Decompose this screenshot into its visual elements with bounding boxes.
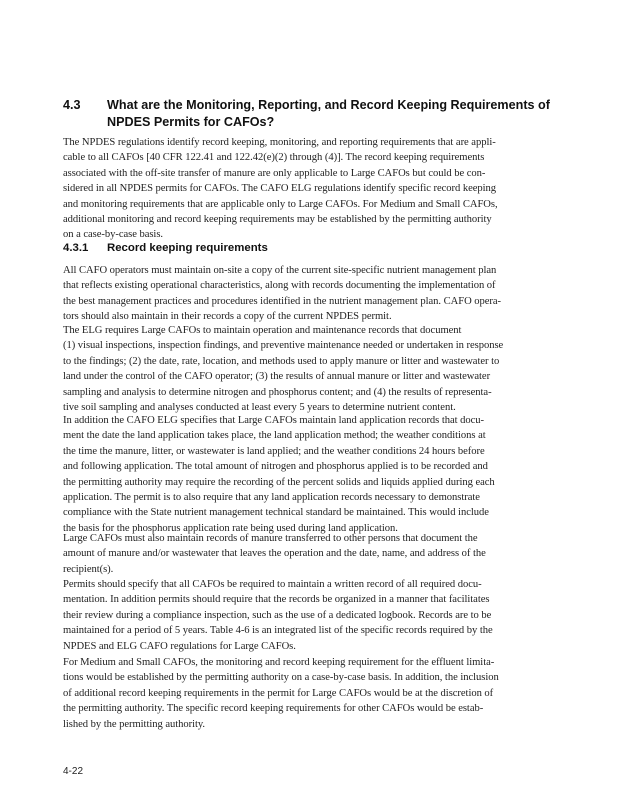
subsection-number: 4.3.1 bbox=[63, 242, 89, 254]
paragraph-line: Large CAFOs must also maintain records of manure transferred to other persons that document the bbox=[63, 533, 478, 544]
paragraph-line: (1) visual inspections, inspection findings, and preventive maintenance needed or undertaken in response bbox=[63, 340, 504, 352]
paragraph-line: sampling and analysis to determine nitrogen and phosphorus content; and (4) the results of representa- bbox=[63, 386, 492, 398]
paragraph-line: recipient(s). bbox=[63, 563, 114, 575]
paragraph-line: and following application. The total amount of nitrogen and phosphorus applied is to be recorded and bbox=[63, 461, 488, 473]
paragraph-line: amount of manure and/or wastewater that leaves the operation and the date, name, and address of the bbox=[63, 548, 486, 560]
paragraph-line: land under the control of the CAFO operator; (3) the results of annual manure or litter and wastewater bbox=[63, 371, 491, 383]
paragraph-line: the permitting authority may require the recording of the percent solids and liquids applied during each bbox=[63, 476, 495, 488]
paragraph-line: application. The permit is to also require that any land application records necessary to demonstrate bbox=[63, 492, 480, 504]
paragraph-line: and monitoring requirements that are applicable only to Large CAFOs. For Medium and Small CAFOs, bbox=[63, 198, 498, 210]
paragraph-onsite-copy bbox=[63, 263, 553, 325]
paragraph-line: tors should also maintain in their records a copy of the current NPDES permit. bbox=[63, 311, 392, 323]
paragraph-line: on a case-by-case basis. bbox=[63, 229, 163, 241]
paragraph-line: tive soil sampling and analyses conducted at least every 5 years to determine nutrient content. bbox=[63, 402, 456, 414]
paragraph-line: Permits should specify that all CAFOs be required to maintain a written record of all required docu- bbox=[63, 579, 482, 590]
paragraph-elg-records bbox=[63, 323, 553, 415]
subsection-heading bbox=[63, 240, 553, 256]
paragraph-line: lished by the permitting authority. bbox=[63, 718, 206, 730]
paragraph-line: of additional record keeping requirements in the permit for Large CAFOs would be at the discretion of bbox=[63, 687, 494, 699]
paragraph-line: the basis for the phosphorus application rate being used during land application. bbox=[63, 522, 398, 534]
paragraph-line: sidered in all NPDES permits for CAFOs. The CAFO ELG regulations identify specific record keeping bbox=[63, 183, 497, 195]
paragraph-line: cable to all CAFOs [40 CFR 122.41 and 122.42(e)(2) through (4)]. The record keeping requirements bbox=[63, 152, 485, 164]
section-heading bbox=[63, 97, 553, 131]
paragraph-written-record bbox=[63, 577, 553, 654]
paragraph-line: The ELG requires Large CAFOs to maintain operation and maintenance records that document bbox=[63, 325, 462, 336]
section-number: 4.3 bbox=[63, 98, 81, 112]
paragraph-line: to the findings; (2) the date, rate, location, and methods used to apply manure or litter and wastewater to bbox=[63, 355, 500, 367]
paragraph-line: NPDES and ELG CAFO regulations for Large CAFOs. bbox=[63, 640, 296, 652]
paragraph-line: tions would be established by the permitting authority on a case-by-case basis. In addition, the inclusion bbox=[63, 672, 499, 684]
section-title: What are the Monitoring, Reporting, and Record Keeping Requirements of NPDES Permits for CAFOs? bbox=[107, 98, 550, 129]
paragraph-line: the time the manure, litter, or wastewater is land applied; and the weather conditions 24 hours before bbox=[63, 445, 485, 457]
subsection-title: Record keeping requirements bbox=[107, 242, 268, 254]
paragraph-line: All CAFO operators must maintain on-site a copy of the current site-specific nutrient management plan bbox=[63, 265, 497, 276]
paragraph-line: For Medium and Small CAFOs, the monitoring and record keeping requirement for the effluent limita- bbox=[63, 657, 495, 668]
paragraph-line: that reflects existing operational characteristics, along with records documenting the implementation of bbox=[63, 280, 496, 292]
paragraph-line: The NPDES regulations identify record keeping, monitoring, and reporting requirements that are appli- bbox=[63, 137, 496, 148]
paragraph-intro bbox=[63, 135, 553, 243]
paragraph-line: maintained for a period of 5 years. Table 4-6 is an integrated list of the specific records required by the bbox=[63, 625, 493, 637]
paragraph-line: In addition the CAFO ELG specifies that Large CAFOs maintain land application records that docu- bbox=[63, 415, 485, 426]
paragraph-manure-transfer bbox=[63, 531, 553, 577]
paragraph-line: additional monitoring and record keeping requirements may be established by the permitting authority bbox=[63, 214, 492, 226]
page-number: 4-22 bbox=[63, 766, 84, 777]
paragraph-line: the permitting authority. The specific record keeping requirements for other CAFOs would be estab- bbox=[63, 703, 484, 715]
paragraph-line: associated with the off-site transfer of manure are only applicable to Large CAFOs but could be con- bbox=[63, 167, 486, 179]
paragraph-line: mentation. In addition permits should require that the records be organized in a manner that facilitates bbox=[63, 594, 490, 606]
paragraph-line: the best management practices and procedures identified in the nutrient management plan. CAFO opera- bbox=[63, 295, 502, 307]
paragraph-line: compliance with the State nutrient management technical standard be maintained. This would include bbox=[63, 507, 489, 519]
paragraph-line: ment the date the land application takes place, the land application method; the weather conditions at bbox=[63, 430, 486, 442]
paragraph-line: their review during a compliance inspection, such as the use of a dedicated logbook. Records are to be bbox=[63, 609, 492, 621]
paragraph-medium-small bbox=[63, 655, 553, 732]
paragraph-land-application bbox=[63, 413, 553, 536]
